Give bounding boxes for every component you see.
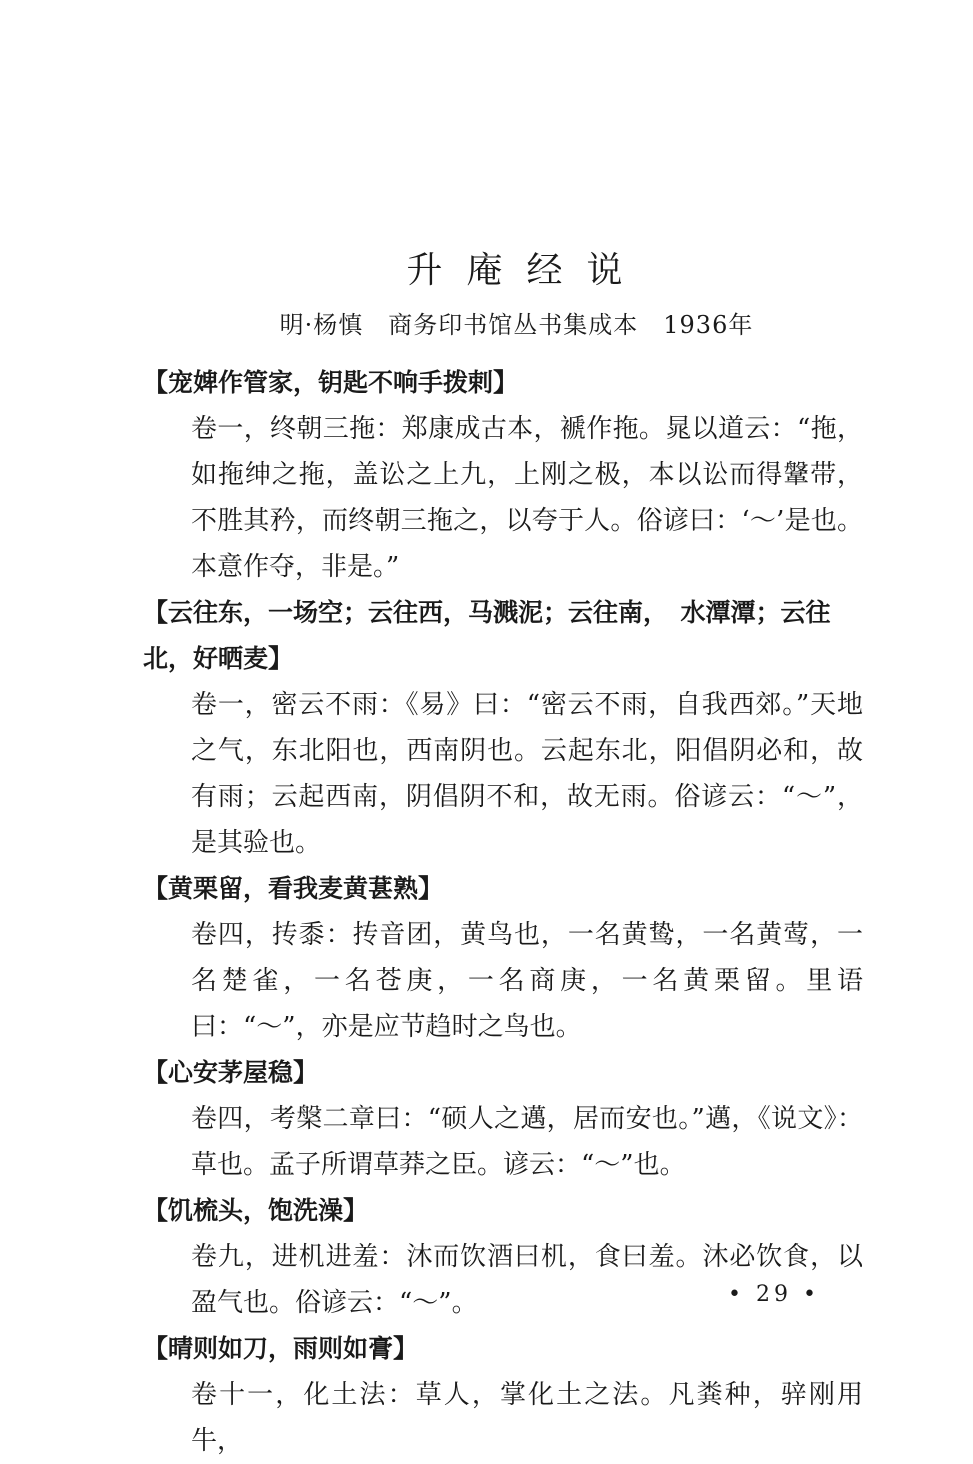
proverb-heading: 【云往东，一场空；云往西，马溅泥；云往南， 水潭潭；云往北，好晒麦】 <box>143 598 831 673</box>
entry <box>143 360 863 590</box>
entry <box>143 590 863 866</box>
entry <box>143 1050 863 1188</box>
entry <box>143 1326 863 1464</box>
entry-text: 卷九，进机进羞：沐而饮酒曰机，食曰羞。沐必饮食，以盈气也。俗谚云：“～”。 <box>191 1242 863 1318</box>
source-citation: 明·杨慎 商务印书馆丛书集成本 1936年 <box>279 311 754 339</box>
entry-text: 卷十一，化土法：草人，掌化土之法。凡粪种，骍刚用牛， <box>191 1380 863 1456</box>
entry-text: 卷一，密云不雨：《易》曰：“密云不雨，自我西郊。”天地之气，东北阳也，西南阴也。云起东北，阳倡阴必和，故有雨；云起西南，阴倡阴不和，故无雨。俗谚云：“～”，是其验也。 <box>191 690 863 858</box>
proverb-heading: 【黄栗留，看我麦黄葚熟】 <box>143 874 444 903</box>
page-number: • 29 • <box>728 1282 820 1307</box>
proverb-heading: 【心安茅屋稳】 <box>143 1058 319 1087</box>
entry-text: 卷四，抟黍：抟音团，黄鸟也，一名黄鸷，一名黄莺，一名楚雀，一名苍庚，一名商庚，一名黄栗留。里语曰：“～”，亦是应节趋时之鸟也。 <box>191 920 863 1042</box>
proverb-heading: 【晴则如刀，雨则如膏】 <box>143 1334 419 1363</box>
proverb-heading: 【宠婢作管家，钥匙不响手拨剌】 <box>143 368 519 397</box>
page-title: 升庵经说 <box>406 250 647 291</box>
entry-text: 卷一，终朝三拖：郑康成古本，褫作拖。晁以道云：“拖，如拖绅之拖，盖讼之上九，上刚之极，本以讼而得鞶带，不胜其矜，而终朝三拖之，以夸于人。俗谚曰：‘～’是也。本意作夺，非是。” <box>191 414 863 582</box>
proverb-heading: 【饥梳头，饱洗澡】 <box>143 1196 369 1225</box>
entry <box>143 866 863 1050</box>
entry-text: 卷四，考槃二章曰：“硕人之邁，居而安也。”邁，《说文》：草也。孟子所谓草莽之臣。谚云：“～”也。 <box>191 1104 863 1180</box>
